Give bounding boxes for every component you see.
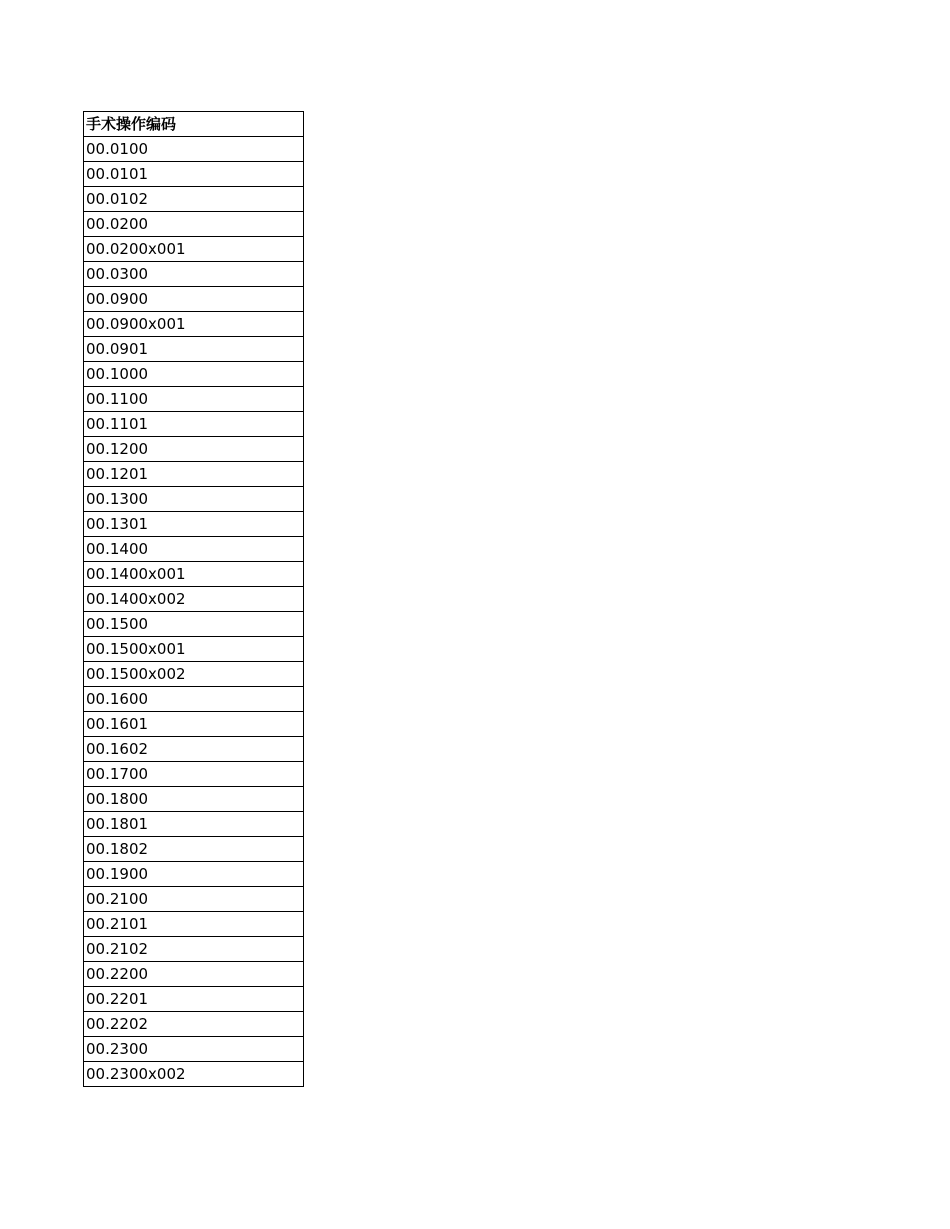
procedure-code-cell[interactable]: 00.2100 xyxy=(84,887,304,912)
procedure-code-cell[interactable]: 00.1700 xyxy=(84,762,304,787)
procedure-code-cell[interactable]: 00.1101 xyxy=(84,412,304,437)
table-row xyxy=(84,212,304,237)
table-row xyxy=(84,487,304,512)
table-row xyxy=(84,862,304,887)
procedure-code-cell[interactable]: 00.2202 xyxy=(84,1012,304,1037)
table-row xyxy=(84,287,304,312)
table-row xyxy=(84,987,304,1012)
table-row xyxy=(84,337,304,362)
procedure-code-cell[interactable]: 00.0901 xyxy=(84,337,304,362)
procedure-code-cell[interactable]: 00.1400x002 xyxy=(84,587,304,612)
procedure-code-cell[interactable]: 00.1400x001 xyxy=(84,562,304,587)
procedure-code-cell[interactable]: 00.1601 xyxy=(84,712,304,737)
procedure-code-cell[interactable]: 00.1300 xyxy=(84,487,304,512)
table-row xyxy=(84,1037,304,1062)
table-row xyxy=(84,587,304,612)
table-row xyxy=(84,462,304,487)
table-row xyxy=(84,412,304,437)
procedure-code-cell[interactable]: 00.2300x002 xyxy=(84,1062,304,1087)
procedure-code-cell[interactable]: 00.1301 xyxy=(84,512,304,537)
table-row xyxy=(84,737,304,762)
table-row xyxy=(84,362,304,387)
procedure-code-cell[interactable]: 00.1600 xyxy=(84,687,304,712)
procedure-code-cell[interactable]: 00.0100 xyxy=(84,137,304,162)
table-row xyxy=(84,387,304,412)
procedure-code-cell[interactable]: 00.0900x001 xyxy=(84,312,304,337)
procedure-code-cell[interactable]: 00.1400 xyxy=(84,537,304,562)
table-row xyxy=(84,237,304,262)
table-row xyxy=(84,262,304,287)
procedure-code-cell[interactable]: 00.2300 xyxy=(84,1037,304,1062)
table-row xyxy=(84,912,304,937)
procedure-code-cell[interactable]: 00.2101 xyxy=(84,912,304,937)
procedure-code-cell[interactable]: 00.1100 xyxy=(84,387,304,412)
table-row xyxy=(84,962,304,987)
table-header-row xyxy=(84,112,304,137)
procedure-code-cell[interactable]: 00.0300 xyxy=(84,262,304,287)
table-row xyxy=(84,537,304,562)
procedure-code-cell[interactable]: 00.1500x001 xyxy=(84,637,304,662)
table-row xyxy=(84,562,304,587)
procedure-code-cell[interactable]: 00.1000 xyxy=(84,362,304,387)
procedure-code-cell[interactable]: 00.1201 xyxy=(84,462,304,487)
table-row xyxy=(84,712,304,737)
procedure-code-cell[interactable]: 00.0102 xyxy=(84,187,304,212)
procedure-code-cell[interactable]: 00.0200 xyxy=(84,212,304,237)
table-row xyxy=(84,512,304,537)
table-row xyxy=(84,1012,304,1037)
table-row xyxy=(84,612,304,637)
procedure-code-cell[interactable]: 00.1500 xyxy=(84,612,304,637)
table-row xyxy=(84,837,304,862)
procedure-code-cell[interactable]: 00.1900 xyxy=(84,862,304,887)
table-row xyxy=(84,937,304,962)
table-row xyxy=(84,437,304,462)
procedure-code-cell[interactable]: 00.2201 xyxy=(84,987,304,1012)
table-row xyxy=(84,312,304,337)
table-row xyxy=(84,637,304,662)
table-row xyxy=(84,887,304,912)
table-row xyxy=(84,787,304,812)
procedure-code-cell[interactable]: 00.1800 xyxy=(84,787,304,812)
procedure-code-cell[interactable]: 00.0900 xyxy=(84,287,304,312)
procedure-code-cell[interactable]: 00.1500x002 xyxy=(84,662,304,687)
procedure-code-table xyxy=(83,111,304,1087)
procedure-code-cell[interactable]: 00.1802 xyxy=(84,837,304,862)
procedure-code-cell[interactable]: 00.1801 xyxy=(84,812,304,837)
procedure-code-cell[interactable]: 00.2102 xyxy=(84,937,304,962)
procedure-code-cell[interactable]: 00.2200 xyxy=(84,962,304,987)
table-row xyxy=(84,812,304,837)
table-row xyxy=(84,187,304,212)
table-row xyxy=(84,662,304,687)
table-row xyxy=(84,687,304,712)
procedure-code-cell[interactable]: 00.0200x001 xyxy=(84,237,304,262)
table-row xyxy=(84,162,304,187)
procedure-code-cell[interactable]: 00.1602 xyxy=(84,737,304,762)
procedure-code-cell[interactable]: 00.1200 xyxy=(84,437,304,462)
table-row xyxy=(84,762,304,787)
column-header-procedure-code: 手术操作编码 xyxy=(84,112,304,137)
table-row xyxy=(84,1062,304,1087)
table-row xyxy=(84,137,304,162)
procedure-code-cell[interactable]: 00.0101 xyxy=(84,162,304,187)
table-body xyxy=(84,137,304,1087)
